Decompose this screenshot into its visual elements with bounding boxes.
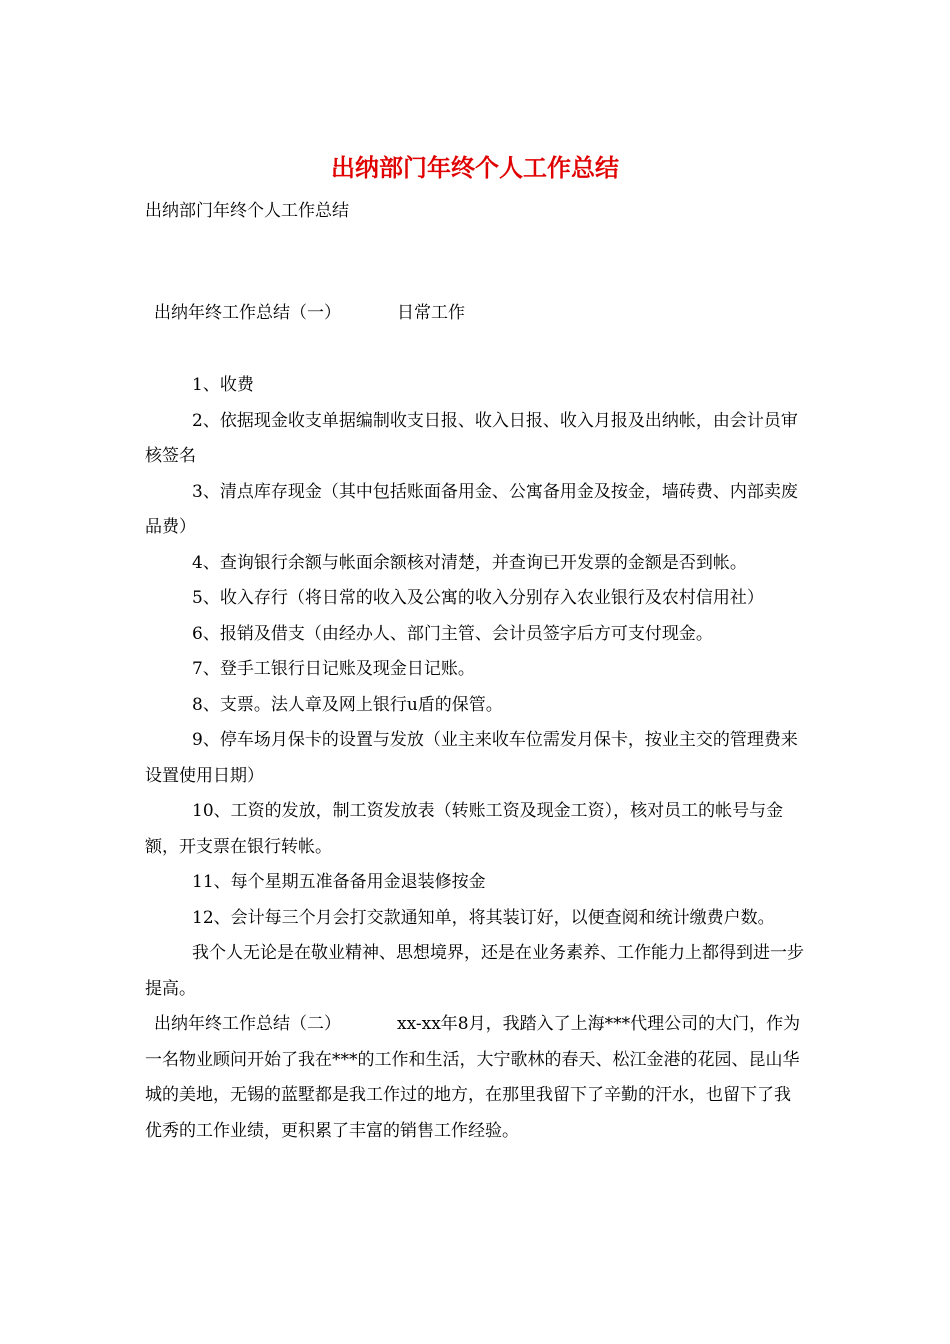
section-one-heading bbox=[154, 299, 465, 327]
section-two-heading: 出纳年终工作总结（二） bbox=[154, 1014, 341, 1034]
document-title: 出纳部门年终个人工作总结 bbox=[331, 153, 619, 182]
list-item: 5、收入存行（将日常的收入及公寓的收入分别存入农业银行及农村信用社） bbox=[192, 588, 764, 608]
list-item: 1、收费 bbox=[192, 375, 254, 395]
document-subtitle: 出纳部门年终个人工作总结 bbox=[145, 201, 349, 221]
list-item: 9、停车场月保卡的设置与发放（业主来收车位需发月保卡，按业主交的管理费来设置使用日期） bbox=[145, 730, 798, 786]
section-one-heading-label: 出纳年终工作总结（一） bbox=[154, 303, 341, 323]
section-one-heading-tail: 日常工作 bbox=[397, 303, 465, 323]
section-two-paragraph bbox=[145, 1007, 807, 1149]
list-item: 6、报销及借支（由经办人、部门主管、会计员签字后方可支付现金。 bbox=[192, 623, 713, 644]
closing-paragraph: 我个人无论是在敬业精神、思想境界，还是在业务素养、工作能力上都得到进一步提高。 bbox=[145, 943, 804, 999]
list-item: 10、工资的发放，制工资发放表（转账工资及现金工资），核对员工的帐号与金额，开支票在银行转帐。 bbox=[145, 801, 784, 857]
list-item: 3、清点库存现金（其中包括账面备用金、公寓备用金及按金，墙砖费、内部卖废品费） bbox=[145, 481, 798, 537]
list-item: 8、支票。法人章及网上银行u盾的保管。 bbox=[192, 694, 503, 715]
list-item: 4、查询银行余额与帐面余额核对清楚，并查询已开发票的金额是否到帐。 bbox=[192, 552, 747, 573]
document-body bbox=[145, 368, 807, 1149]
section-two-text: xx-xx年8月，我踏入了上海***代理公司的大门，作为一名物业顾问开始了我在***的工作和生活，大宁歌林的春天、松江金港的花园、昆山华城的美地，无锡的蓝墅都是我工作过的地方，在那里我留下了辛勤的汗水，也留下了我优秀的工作业绩，更积累了丰富的销售工作经验。 bbox=[145, 1014, 801, 1141]
list-item: 11、每个星期五准备备用金退装修按金 bbox=[192, 872, 486, 892]
list-item: 12、会计每三个月会打交款通知单，将其装订好，以便查阅和统计缴费户数。 bbox=[192, 907, 775, 928]
list-item: 7、登手工银行日记账及现金日记账。 bbox=[192, 659, 475, 679]
list-item: 2、依据现金收支单据编制收支日报、收入日报、收入月报及出纳帐，由会计员审核签名 bbox=[145, 410, 798, 466]
